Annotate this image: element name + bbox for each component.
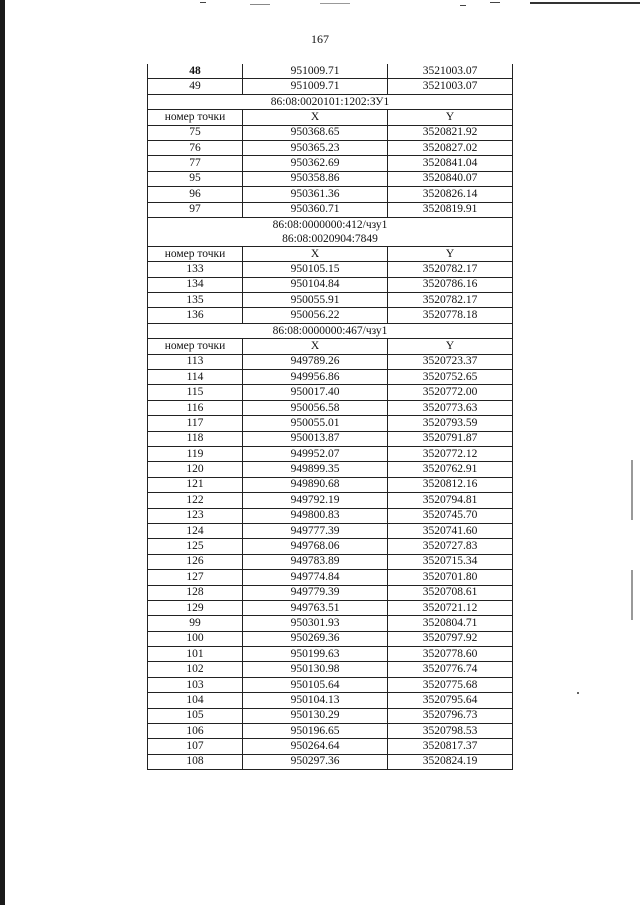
section-title-row [148, 323, 513, 338]
x-coordinate: 950105.15 [243, 262, 388, 277]
point-number-header: номер точки [148, 339, 243, 354]
point-number: 102 [148, 662, 243, 677]
cadastral-number-line: 86:08:0000000:467/чзу1 [272, 325, 388, 338]
point-number: 106 [148, 724, 243, 739]
x-coordinate: 950104.84 [243, 277, 388, 292]
table-row [148, 308, 513, 323]
x-header: X [243, 246, 388, 261]
cadastral-number-line: 86:08:0000000:412/чзу1 [272, 218, 388, 231]
point-number: 75 [148, 125, 243, 140]
x-coordinate: 950130.98 [243, 662, 388, 677]
point-number: 133 [148, 262, 243, 277]
point-number: 127 [148, 570, 243, 585]
coordinates-table [147, 64, 513, 770]
x-coordinate: 950013.87 [243, 431, 388, 446]
x-coordinate: 950105.64 [243, 677, 388, 692]
table-row [148, 724, 513, 739]
table-row [148, 187, 513, 202]
table-row [148, 400, 513, 415]
point-number: 134 [148, 277, 243, 292]
y-header: Y [388, 339, 513, 354]
y-coordinate: 3520772.12 [388, 446, 513, 461]
point-number: 136 [148, 308, 243, 323]
table-row [148, 677, 513, 692]
y-coordinate: 3520778.18 [388, 308, 513, 323]
x-coordinate: 949789.26 [243, 354, 388, 369]
y-coordinate: 3521003.07 [388, 64, 513, 79]
table-row [148, 493, 513, 508]
table-row [148, 171, 513, 186]
x-coordinate: 950104.13 [243, 693, 388, 708]
x-coordinate: 950199.63 [243, 647, 388, 662]
table-row [148, 508, 513, 523]
x-coordinate: 951009.71 [243, 64, 388, 79]
point-number: 96 [148, 187, 243, 202]
column-header-row [148, 110, 513, 125]
point-number: 126 [148, 554, 243, 569]
y-coordinate: 3520701.80 [388, 570, 513, 585]
y-coordinate: 3520817.37 [388, 739, 513, 754]
x-coordinate: 949777.39 [243, 523, 388, 538]
point-number: 48 [148, 64, 243, 79]
scan-speck [577, 692, 579, 694]
point-number: 100 [148, 631, 243, 646]
table-row [148, 754, 513, 769]
point-number: 129 [148, 600, 243, 615]
table-row [148, 693, 513, 708]
table-row [148, 431, 513, 446]
point-number: 105 [148, 708, 243, 723]
point-number: 103 [148, 677, 243, 692]
y-coordinate: 3520821.92 [388, 125, 513, 140]
section-title-row [148, 94, 513, 109]
y-coordinate: 3520795.64 [388, 693, 513, 708]
point-number-header: номер точки [148, 110, 243, 125]
point-number: 77 [148, 156, 243, 171]
x-coordinate: 951009.71 [243, 79, 388, 94]
table-row [148, 277, 513, 292]
x-coordinate: 950017.40 [243, 385, 388, 400]
table-row [148, 739, 513, 754]
cadastral-number [148, 323, 513, 338]
cadastral-number-line: 86:08:0020101:1202:ЗУ1 [270, 95, 390, 108]
y-coordinate: 3520723.37 [388, 354, 513, 369]
point-number: 116 [148, 400, 243, 415]
point-number: 128 [148, 585, 243, 600]
point-number: 113 [148, 354, 243, 369]
x-header: X [243, 110, 388, 125]
x-coordinate: 949800.83 [243, 508, 388, 523]
cadastral-number [148, 217, 513, 246]
point-number: 122 [148, 493, 243, 508]
table-row [148, 616, 513, 631]
point-number: 119 [148, 446, 243, 461]
y-coordinate: 3520745.70 [388, 508, 513, 523]
y-coordinate: 3520797.92 [388, 631, 513, 646]
point-number: 125 [148, 539, 243, 554]
y-coordinate: 3520826.14 [388, 187, 513, 202]
x-coordinate: 950130.29 [243, 708, 388, 723]
point-number: 108 [148, 754, 243, 769]
x-coordinate: 950362.69 [243, 156, 388, 171]
cadastral-number [148, 94, 513, 109]
y-coordinate: 3520773.63 [388, 400, 513, 415]
point-number: 115 [148, 385, 243, 400]
y-coordinate: 3520752.65 [388, 370, 513, 385]
y-coordinate: 3520841.04 [388, 156, 513, 171]
x-coordinate: 949768.06 [243, 539, 388, 554]
x-coordinate: 950368.65 [243, 125, 388, 140]
point-number: 118 [148, 431, 243, 446]
x-coordinate: 949774.84 [243, 570, 388, 585]
y-coordinate: 3520721.12 [388, 600, 513, 615]
table-row [148, 662, 513, 677]
table-row [148, 647, 513, 662]
y-coordinate: 3520775.68 [388, 677, 513, 692]
y-coordinate: 3520708.61 [388, 585, 513, 600]
x-coordinate: 950055.91 [243, 293, 388, 308]
point-number: 97 [148, 202, 243, 217]
table-row [148, 462, 513, 477]
table-row [148, 156, 513, 171]
point-number: 101 [148, 647, 243, 662]
x-coordinate: 950297.36 [243, 754, 388, 769]
y-coordinate: 3520715.34 [388, 554, 513, 569]
y-coordinate: 3520762.91 [388, 462, 513, 477]
x-coordinate: 949956.86 [243, 370, 388, 385]
point-number: 107 [148, 739, 243, 754]
y-coordinate: 3520819.91 [388, 202, 513, 217]
scan-left-edge [0, 0, 5, 905]
x-coordinate: 949792.19 [243, 493, 388, 508]
x-coordinate: 950264.64 [243, 739, 388, 754]
point-number-header: номер точки [148, 246, 243, 261]
y-coordinate: 3520778.60 [388, 647, 513, 662]
table-row [148, 708, 513, 723]
x-coordinate: 950056.58 [243, 400, 388, 415]
table-row [148, 585, 513, 600]
x-header: X [243, 339, 388, 354]
y-coordinate: 3520827.02 [388, 140, 513, 155]
table-row [148, 570, 513, 585]
y-header: Y [388, 110, 513, 125]
point-number: 99 [148, 616, 243, 631]
scan-top-noise [200, 2, 640, 8]
table-row [148, 554, 513, 569]
scan-right-marks [631, 460, 634, 660]
table-row [148, 202, 513, 217]
y-coordinate: 3520791.87 [388, 431, 513, 446]
y-coordinate: 3520727.83 [388, 539, 513, 554]
x-coordinate: 949763.51 [243, 600, 388, 615]
table-row [148, 600, 513, 615]
table-row [148, 262, 513, 277]
x-coordinate: 950055.01 [243, 416, 388, 431]
y-coordinate: 3520776.74 [388, 662, 513, 677]
point-number: 76 [148, 140, 243, 155]
coordinates-table-body [148, 64, 513, 770]
point-number: 124 [148, 523, 243, 538]
table-row [148, 523, 513, 538]
table-row [148, 416, 513, 431]
x-coordinate: 950365.23 [243, 140, 388, 155]
column-header-row [148, 339, 513, 354]
table-row [148, 293, 513, 308]
y-coordinate: 3521003.07 [388, 79, 513, 94]
y-coordinate: 3520782.17 [388, 262, 513, 277]
point-number: 121 [148, 477, 243, 492]
y-header: Y [388, 246, 513, 261]
x-coordinate: 950358.86 [243, 171, 388, 186]
point-number: 135 [148, 293, 243, 308]
y-coordinate: 3520798.53 [388, 724, 513, 739]
table-row [148, 539, 513, 554]
x-coordinate: 950360.71 [243, 202, 388, 217]
x-coordinate: 949779.39 [243, 585, 388, 600]
table-row [148, 140, 513, 155]
y-coordinate: 3520804.71 [388, 616, 513, 631]
point-number: 120 [148, 462, 243, 477]
y-coordinate: 3520782.17 [388, 293, 513, 308]
table-row [148, 385, 513, 400]
point-number: 114 [148, 370, 243, 385]
point-number: 49 [148, 79, 243, 94]
y-coordinate: 3520793.59 [388, 416, 513, 431]
point-number: 104 [148, 693, 243, 708]
x-coordinate: 950196.65 [243, 724, 388, 739]
y-coordinate: 3520824.19 [388, 754, 513, 769]
y-coordinate: 3520840.07 [388, 171, 513, 186]
cadastral-number-line: 86:08:0020904:7849 [282, 232, 378, 245]
table-row [148, 446, 513, 461]
x-coordinate: 950056.22 [243, 308, 388, 323]
y-coordinate: 3520796.73 [388, 708, 513, 723]
section-title-row [148, 217, 513, 246]
table-row [148, 64, 513, 79]
table-row [148, 477, 513, 492]
y-coordinate: 3520741.60 [388, 523, 513, 538]
y-coordinate: 3520772.00 [388, 385, 513, 400]
x-coordinate: 949952.07 [243, 446, 388, 461]
column-header-row [148, 246, 513, 261]
x-coordinate: 950361.36 [243, 187, 388, 202]
table-row [148, 370, 513, 385]
page-number: 167 [311, 32, 329, 46]
point-number: 123 [148, 508, 243, 523]
y-coordinate: 3520794.81 [388, 493, 513, 508]
table-row [148, 354, 513, 369]
table-row [148, 631, 513, 646]
x-coordinate: 949899.35 [243, 462, 388, 477]
table-row [148, 125, 513, 140]
x-coordinate: 950301.93 [243, 616, 388, 631]
point-number: 117 [148, 416, 243, 431]
point-number: 95 [148, 171, 243, 186]
x-coordinate: 949890.68 [243, 477, 388, 492]
y-coordinate: 3520786.16 [388, 277, 513, 292]
table-row [148, 79, 513, 94]
x-coordinate: 949783.89 [243, 554, 388, 569]
x-coordinate: 950269.36 [243, 631, 388, 646]
y-coordinate: 3520812.16 [388, 477, 513, 492]
